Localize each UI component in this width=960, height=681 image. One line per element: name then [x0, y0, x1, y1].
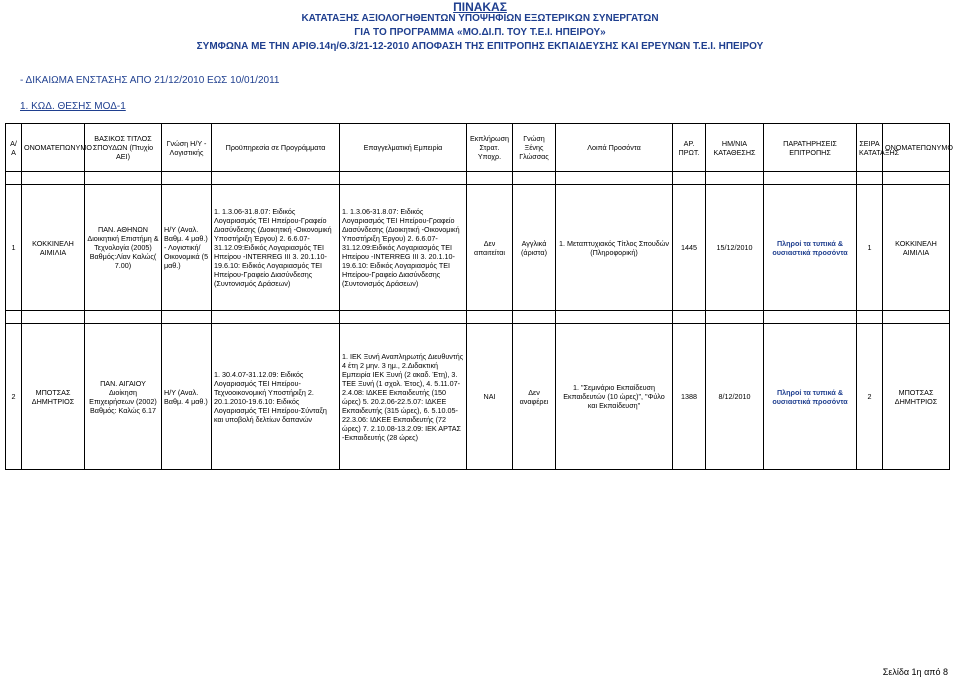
title-line-1: ΚΑΤΑΤΑΞΗΣ ΑΞΙΟΛΟΓΗΘΕΝΤΩΝ ΥΠΟΨΗΦΙΩΝ ΕΞΩΤΕΡΙΚΩΝ ΣΥΝΕΡΓΑΤΩΝ — [301, 13, 659, 24]
cell-aa: 2 — [6, 324, 22, 470]
col-header: Επαγγελματική Εμπειρία — [340, 124, 467, 172]
cell-protocol: 1388 — [673, 324, 706, 470]
title-line-2: ΓΙΑ ΤΟ ΠΡΟΓΡΑΜΜΑ «ΜΟ.ΔΙ.Π. ΤΟΥ Τ.Ε.Ι. ΗΠΕΙΡΟΥ» — [354, 27, 606, 38]
table-row — [6, 185, 950, 311]
cell-language: Δεν αναφέρει — [513, 324, 556, 470]
cell-military: Δεν απαιτείται — [467, 185, 513, 311]
cell-program-experience: 1. 30.4.07-31.12.09: Ειδικός Λογαριασμός ΤΕΙ Ηπείρου-Τεχνοοικονομική Υποστήριξη 2. 20.1.2010-19.6.10: Ειδικός Λογαριασμός ΤΕΙ Ηπείρου-Σύνταξη και υποβολή δελτίων δαπανών — [212, 324, 340, 470]
cell-protocol: 1445 — [673, 185, 706, 311]
cell-aa: 1 — [6, 185, 22, 311]
cell-military: ΝΑΙ — [467, 324, 513, 470]
col-header: ΠΑΡΑΤΗΡΗΣΕΙΣ ΕΠΙΤΡΟΠΗΣ — [764, 124, 857, 172]
spacer-row — [6, 172, 950, 185]
spacer-row — [6, 311, 950, 324]
cell-other: 1. "Σεμινάριο Εκπαίδευση Εκπαιδευτών (10 ώρες)", "Φύλο και Εκπαίδευση" — [556, 324, 673, 470]
ranking-table — [5, 123, 953, 470]
position-title: 1. ΚΩΔ. ΘΕΣΗΣ ΜΟΔ-1 — [20, 101, 126, 112]
cell-name-2: ΚΟΚΚΙΝΕΛΗ ΑΙΜΙΛΙΑ — [883, 185, 950, 311]
col-header: ΣΕΙΡΑ ΚΑΤΑΤΑΞΗΣ — [857, 124, 883, 172]
title-line-3: ΣΥΜΦΩΝΑ ΜΕ ΤΗΝ ΑΡΙΘ.14η/Θ.3/21-12-2010 ΑΠΟΦΑΣΗ ΤΗΣ ΕΠΙΤΡΟΠΗΣ ΕΚΠΑΙΔΕΥΣΗΣ ΚΑΙ ΕΡΕΥΝΩΝ Τ.Ε.Ι. ΗΠΕΙΡΟΥ — [196, 41, 764, 52]
col-header: ΗΜ/ΝΙΑ ΚΑΤΑΘΕΣΗΣ — [706, 124, 764, 172]
col-header: Εκπλήρωση Στρατ. Υποχρ. — [467, 124, 513, 172]
col-header: ΟΝΟΜΑΤΕΠΩΝΥΜΟ — [883, 124, 950, 172]
cell-language: Αγγλικά (άριστα) — [513, 185, 556, 311]
cell-professional-experience: 1. 1.3.06-31.8.07: Ειδικός Λογαριασμός ΤΕΙ Ηπείρου-Γραφείο Διασύνδεσης (Διοικητική -Οικονομική Υποστήριξη Έργου) 2. 6.6.07-31.12.09:Ειδικός Λογαριασμός ΤΕΙ Ηπείρου -INTERREG III 3. 20.1.10-19.6.10: Ειδικός Λογαριασμός ΤΕΙ Ηπείρου-Γραφείο Διασύνδεσης (Συντονισμός Δράσεων) — [340, 185, 467, 311]
table-row — [6, 324, 950, 470]
cell-name: ΚΟΚΚΙΝΕΛΗ ΑΙΜΙΛΙΑ — [22, 185, 85, 311]
cell-date: 15/12/2010 — [706, 185, 764, 311]
cell-remarks: Πληροί τα τυπικά & ουσιαστικά προσόντα — [764, 185, 857, 311]
cell-rank: 1 — [857, 185, 883, 311]
cell-name: ΜΠΟΤΣΑΣ ΔΗΜΗΤΡΙΟΣ — [22, 324, 85, 470]
col-header: ΒΑΣΙΚΟΣ ΤΙΤΛΟΣ ΣΠΟΥΔΩΝ (Πτυχίο ΑΕΙ) — [85, 124, 162, 172]
cell-degree: ΠΑΝ. ΑΙΓΑΙΟΥ Διοίκηση Επιχειρήσεων (2002) Βαθμός: Καλώς 6.17 — [85, 324, 162, 470]
cell-date: 8/12/2010 — [706, 324, 764, 470]
objection-period: - ΔΙΚΑΙΩΜΑ ΕΝΣΤΑΣΗΣ ΑΠΟ 21/12/2010 ΕΩΣ 10/01/2011 — [20, 75, 280, 86]
cell-other: 1. Μεταπτυχιακός Τίτλος Σπουδών (Πληροφορική) — [556, 185, 673, 311]
cell-it-skills: Η/Υ (Αναλ. Βαθμ. 4 μαθ.) - Λογιστική/Οικονομικά (5 μαθ.) — [162, 185, 212, 311]
col-header: Γνώση Η/Υ - Λογιστικής — [162, 124, 212, 172]
cell-rank: 2 — [857, 324, 883, 470]
col-header: Προϋπηρεσία σε Προγράμματα — [212, 124, 340, 172]
col-header: Γνώση Ξένης Γλώσσας — [513, 124, 556, 172]
cell-professional-experience: 1. ΙΕΚ Ξυνή Αναπληρωτής Διευθυντής 4 έτη 2 μην. 3 ημ., 2.Διδακτική Εμπειρία ΙΕΚ Ξυνή (2 ακαδ. Έτη), 3. ΤΕΕ Ξυνή (1 σχολ. Έτος), 4. 5.11.07-2.4.08: ΙΔΚΕΕ Εκπαιδευτής (150 ώρες) 5. 20.2.06-22.5.07: ΙΔΚΕΕ Εκπαιδευτής (315 ώρες), 6. 5.10.05-22.3.06: ΙΔΚΕΕ Εκπαιδευτής (72 ώρες) 7. 2.10.08-13.2.09: ΙΕΚ ΑΡΤΑΣ -Εκπαιδευτής (28 ώρες) — [340, 324, 467, 470]
cell-remarks: Πληροί τα τυπικά & ουσιαστικά προσόντα — [764, 324, 857, 470]
col-header: Λοιπά Προσόντα — [556, 124, 673, 172]
cell-it-skills: Η/Υ (Αναλ. Βαθμ. 4 μαθ.) — [162, 324, 212, 470]
cell-name-2: ΜΠΟΤΣΑΣ ΔΗΜΗΤΡΙΟΣ — [883, 324, 950, 470]
col-header: ΑΡ. ΠΡΩΤ. — [673, 124, 706, 172]
col-header: ΟΝΟΜΑΤΕΠΩΝΥΜΟ — [22, 124, 85, 172]
table-header-row — [6, 124, 950, 172]
col-header: Α/Α — [6, 124, 22, 172]
document-title: ΠΙΝΑΚΑΣ — [453, 0, 507, 14]
cell-degree: ΠΑΝ. ΑΘΗΝΩΝ Διοικητική Επιστήμη & Τεχνολογία (2005) Βαθμός:Λίαν Καλώς( 7.00) — [85, 185, 162, 311]
cell-program-experience: 1. 1.3.06-31.8.07: Ειδικός Λογαριασμός ΤΕΙ Ηπείρου-Γραφείο Διασύνδεσης (Διοικητική -Οικονομική Υποστήριξη Έργου) 2. 6.6.07-31.12.09:Ειδικός Λογαριασμός ΤΕΙ Ηπείρου -INTERREG III 3. 20.1.10-19.6.10: Ειδικός Λογαριασμός ΤΕΙ Ηπείρου-Γραφείο Διασύνδεσης (Συντονισμός Δράσεων) — [212, 185, 340, 311]
page-number: Σελίδα 1η από 8 — [882, 667, 948, 677]
